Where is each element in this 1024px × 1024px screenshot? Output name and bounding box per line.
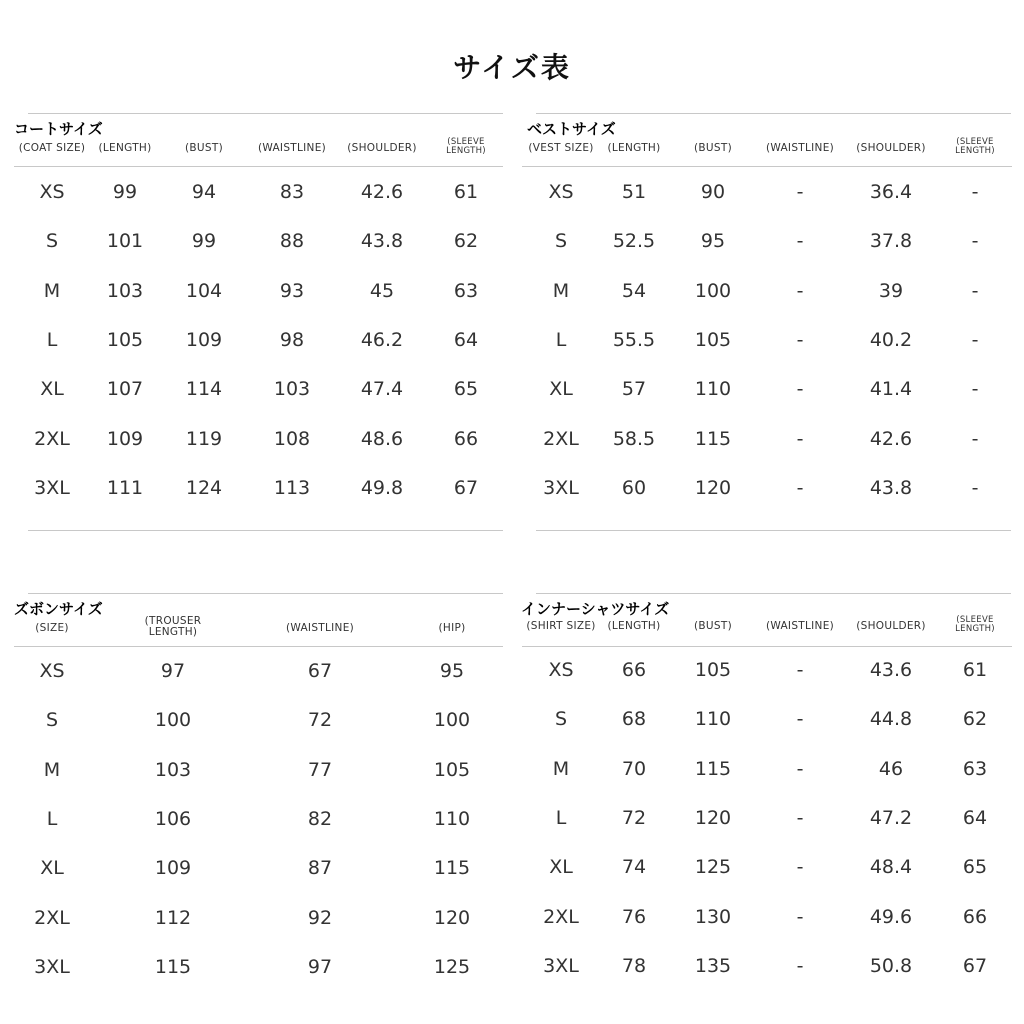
table-cell: 72 bbox=[307, 709, 333, 732]
table-bottom-rule bbox=[28, 530, 503, 531]
size-label: 2XL bbox=[34, 427, 70, 450]
size-label: XL bbox=[40, 857, 64, 880]
table-cell: 45 bbox=[369, 279, 395, 302]
table-cell: - bbox=[796, 378, 804, 401]
table-title: インナーシャツサイズ bbox=[521, 600, 670, 618]
table-cell: 115 bbox=[433, 857, 471, 880]
column-header: (VEST SIZE) bbox=[528, 142, 594, 154]
table-cell: 125 bbox=[694, 856, 732, 879]
table-cell: 57 bbox=[621, 378, 647, 401]
table-cell: 42.6 bbox=[360, 181, 404, 203]
table-cell: - bbox=[796, 328, 804, 351]
column-header: (BUST) bbox=[694, 142, 732, 154]
table-cell: 63 bbox=[453, 279, 479, 302]
column-header: (WAISTLINE) bbox=[765, 142, 835, 154]
table-cell: 41.4 bbox=[869, 378, 913, 401]
table-cell: 110 bbox=[694, 708, 732, 731]
table-cell: 67 bbox=[307, 660, 333, 682]
table-cell: - bbox=[796, 279, 804, 302]
table-cell: 65 bbox=[962, 856, 988, 879]
table-cell: 83 bbox=[279, 181, 305, 203]
table-cell: 120 bbox=[694, 806, 732, 829]
table-cell: 105 bbox=[694, 659, 732, 681]
table-cell: - bbox=[796, 905, 804, 928]
table-cell: 64 bbox=[962, 806, 988, 829]
table-cell: 67 bbox=[962, 954, 988, 977]
table-cell: 106 bbox=[154, 807, 192, 830]
size-label: 3XL bbox=[34, 955, 70, 978]
table-cell: 61 bbox=[453, 181, 479, 203]
column-header: (TROUSER LENGTH) bbox=[144, 615, 202, 638]
table-cell: 109 bbox=[106, 427, 144, 450]
table-cell: 46 bbox=[878, 757, 904, 780]
table-cell: 78 bbox=[621, 954, 647, 977]
table-cell: 99 bbox=[112, 181, 138, 203]
column-header: (LENGTH) bbox=[98, 142, 152, 154]
table-cell: 67 bbox=[453, 476, 479, 499]
size-label: XS bbox=[39, 181, 65, 203]
table-cell: - bbox=[796, 856, 804, 879]
table-cell: - bbox=[796, 659, 804, 681]
size-label: S bbox=[45, 230, 59, 253]
table-cell: 130 bbox=[694, 905, 732, 928]
table-cell: 62 bbox=[962, 708, 988, 731]
table-cell: 60 bbox=[621, 476, 647, 499]
header-rule bbox=[14, 166, 503, 167]
table-cell: - bbox=[796, 708, 804, 731]
table-cell: 66 bbox=[621, 659, 647, 681]
column-header: (LENGTH) bbox=[607, 620, 661, 632]
table-cell: 43.6 bbox=[869, 659, 913, 681]
table-cell: 49.6 bbox=[869, 905, 913, 928]
column-header: (SLEEVE LENGTH) bbox=[955, 615, 995, 634]
table-cell: 109 bbox=[185, 328, 223, 351]
table-cell: 115 bbox=[694, 757, 732, 780]
size-label: M bbox=[552, 757, 570, 780]
table-cell: 110 bbox=[694, 378, 732, 401]
table-cell: 43.8 bbox=[869, 476, 913, 499]
table-cell: 120 bbox=[694, 476, 732, 499]
table-cell: 51 bbox=[621, 181, 647, 203]
table-cell: - bbox=[796, 476, 804, 499]
table-cell: 47.2 bbox=[869, 806, 913, 829]
table-cell: 103 bbox=[154, 758, 192, 781]
column-header: (HIP) bbox=[438, 622, 466, 634]
table-cell: 97 bbox=[160, 660, 186, 682]
table-cell: 97 bbox=[307, 955, 333, 978]
table-cell: - bbox=[971, 476, 979, 499]
table-cell: - bbox=[796, 427, 804, 450]
table-bottom-rule bbox=[536, 530, 1011, 531]
table-cell: 72 bbox=[621, 806, 647, 829]
table-cell: 66 bbox=[962, 905, 988, 928]
table-cell: 105 bbox=[106, 328, 144, 351]
table-cell: 107 bbox=[106, 378, 144, 401]
table-cell: 105 bbox=[694, 328, 732, 351]
table-cell: 93 bbox=[279, 279, 305, 302]
page-title: サイズ表 bbox=[453, 51, 571, 84]
table-cell: 55.5 bbox=[612, 328, 656, 351]
table-cell: 70 bbox=[621, 757, 647, 780]
table-cell: 77 bbox=[307, 758, 333, 781]
table-top-rule bbox=[28, 593, 503, 594]
table-cell: - bbox=[796, 230, 804, 253]
table-cell: 120 bbox=[433, 906, 471, 929]
table-cell: 87 bbox=[307, 857, 333, 880]
column-header: (WAISTLINE) bbox=[765, 620, 835, 632]
table-cell: 40.2 bbox=[869, 328, 913, 351]
column-header: (COAT SIZE) bbox=[18, 142, 86, 154]
table-top-rule bbox=[28, 113, 503, 114]
table-cell: 112 bbox=[154, 906, 192, 929]
table-top-rule bbox=[536, 113, 1011, 114]
size-label: 2XL bbox=[543, 427, 579, 450]
table-cell: 61 bbox=[962, 659, 988, 681]
size-label: S bbox=[45, 709, 59, 732]
table-cell: - bbox=[971, 279, 979, 302]
column-header: (SHIRT SIZE) bbox=[526, 620, 596, 632]
table-cell: 39 bbox=[878, 279, 904, 302]
column-header: (WAISTLINE) bbox=[257, 142, 327, 154]
column-header: (BUST) bbox=[185, 142, 223, 154]
column-header: (SHOULDER) bbox=[856, 620, 926, 632]
table-title: コートサイズ bbox=[14, 120, 103, 138]
header-rule bbox=[522, 646, 1012, 647]
table-cell: - bbox=[971, 328, 979, 351]
table-cell: 54 bbox=[621, 279, 647, 302]
table-cell: 94 bbox=[191, 181, 217, 203]
table-cell: 95 bbox=[439, 660, 465, 682]
table-cell: 58.5 bbox=[612, 427, 656, 450]
table-cell: - bbox=[796, 806, 804, 829]
table-cell: 52.5 bbox=[612, 230, 656, 253]
table-cell: 99 bbox=[191, 230, 217, 253]
table-cell: 66 bbox=[453, 427, 479, 450]
table-cell: 114 bbox=[185, 378, 223, 401]
table-cell: 100 bbox=[154, 709, 192, 732]
table-cell: 125 bbox=[433, 955, 471, 978]
table-cell: 64 bbox=[453, 328, 479, 351]
size-label: M bbox=[43, 758, 61, 781]
table-cell: 76 bbox=[621, 905, 647, 928]
table-cell: - bbox=[796, 954, 804, 977]
size-label: L bbox=[555, 328, 567, 351]
table-cell: 135 bbox=[694, 954, 732, 977]
table-cell: 103 bbox=[106, 279, 144, 302]
table-cell: 62 bbox=[453, 230, 479, 253]
size-label: 3XL bbox=[543, 476, 579, 499]
header-rule bbox=[522, 166, 1012, 167]
column-header: (SLEEVE LENGTH) bbox=[955, 137, 995, 156]
size-label: XS bbox=[548, 181, 574, 203]
table-title: ベストサイズ bbox=[527, 120, 616, 138]
table-cell: 95 bbox=[700, 230, 726, 253]
table-cell: 108 bbox=[273, 427, 311, 450]
size-label: 3XL bbox=[34, 476, 70, 499]
size-label: S bbox=[554, 708, 568, 731]
table-cell: 63 bbox=[962, 757, 988, 780]
table-cell: - bbox=[971, 427, 979, 450]
table-cell: - bbox=[971, 230, 979, 253]
table-cell: 49.8 bbox=[360, 476, 404, 499]
size-label: XS bbox=[39, 660, 65, 682]
table-cell: - bbox=[971, 181, 979, 203]
table-cell: 100 bbox=[433, 709, 471, 732]
table-cell: 82 bbox=[307, 807, 333, 830]
table-cell: 101 bbox=[106, 230, 144, 253]
size-label: XL bbox=[549, 378, 573, 401]
table-title: ズボンサイズ bbox=[14, 600, 103, 618]
column-header: (LENGTH) bbox=[607, 142, 661, 154]
size-label: L bbox=[555, 806, 567, 829]
table-cell: 44.8 bbox=[869, 708, 913, 731]
table-cell: 105 bbox=[433, 758, 471, 781]
table-cell: 43.8 bbox=[360, 230, 404, 253]
size-label: 3XL bbox=[543, 954, 579, 977]
table-cell: 65 bbox=[453, 378, 479, 401]
table-cell: 115 bbox=[694, 427, 732, 450]
column-header: (SLEEVE LENGTH) bbox=[446, 137, 486, 156]
table-cell: 115 bbox=[154, 955, 192, 978]
table-cell: 104 bbox=[185, 279, 223, 302]
table-cell: 37.8 bbox=[869, 230, 913, 253]
table-cell: 92 bbox=[307, 906, 333, 929]
table-cell: 46.2 bbox=[360, 328, 404, 351]
size-label: S bbox=[554, 230, 568, 253]
table-cell: - bbox=[796, 181, 804, 203]
table-cell: 109 bbox=[154, 857, 192, 880]
table-cell: 98 bbox=[279, 328, 305, 351]
size-label: XL bbox=[549, 856, 573, 879]
column-header: (SHOULDER) bbox=[856, 142, 926, 154]
table-cell: 42.6 bbox=[869, 427, 913, 450]
size-label: L bbox=[46, 328, 58, 351]
table-cell: - bbox=[796, 757, 804, 780]
size-label: M bbox=[552, 279, 570, 302]
table-cell: 48.6 bbox=[360, 427, 404, 450]
table-cell: 124 bbox=[185, 476, 223, 499]
header-rule bbox=[14, 646, 503, 647]
table-top-rule bbox=[536, 593, 1011, 594]
size-label: M bbox=[43, 279, 61, 302]
table-cell: 74 bbox=[621, 856, 647, 879]
column-header: (SHOULDER) bbox=[347, 142, 417, 154]
table-cell: 90 bbox=[700, 181, 726, 203]
size-label: L bbox=[46, 807, 58, 830]
table-cell: 88 bbox=[279, 230, 305, 253]
table-cell: 111 bbox=[106, 476, 144, 499]
table-cell: 47.4 bbox=[360, 378, 404, 401]
column-header: (BUST) bbox=[694, 620, 732, 632]
table-cell: - bbox=[971, 378, 979, 401]
column-header: (SIZE) bbox=[35, 622, 69, 634]
size-label: 2XL bbox=[543, 905, 579, 928]
table-cell: 68 bbox=[621, 708, 647, 731]
table-cell: 36.4 bbox=[869, 181, 913, 203]
table-cell: 50.8 bbox=[869, 954, 913, 977]
table-cell: 119 bbox=[185, 427, 223, 450]
column-header: (WAISTLINE) bbox=[285, 622, 355, 634]
size-label: XS bbox=[548, 659, 574, 681]
size-label: 2XL bbox=[34, 906, 70, 929]
size-label: XL bbox=[40, 378, 64, 401]
table-cell: 110 bbox=[433, 807, 471, 830]
table-cell: 113 bbox=[273, 476, 311, 499]
table-cell: 48.4 bbox=[869, 856, 913, 879]
table-cell: 103 bbox=[273, 378, 311, 401]
table-cell: 100 bbox=[694, 279, 732, 302]
